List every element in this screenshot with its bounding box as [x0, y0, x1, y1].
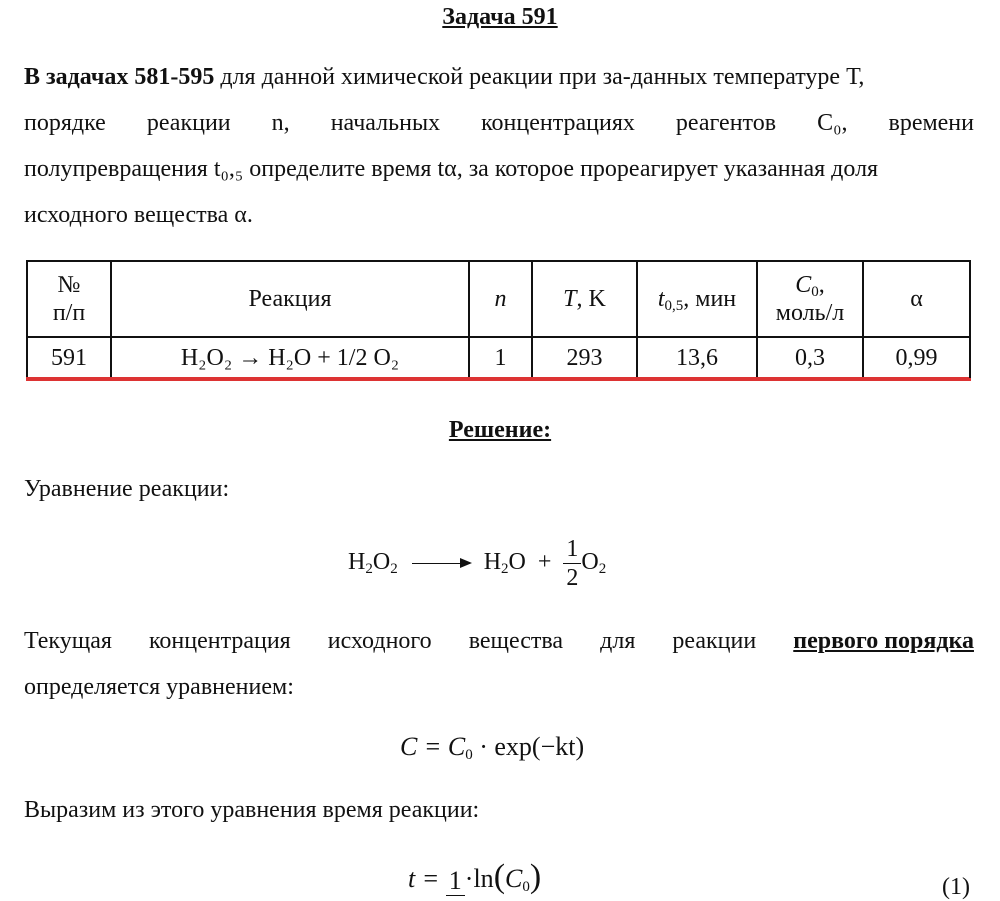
table-underline [26, 377, 969, 380]
arrow-icon [412, 563, 470, 564]
word: концентрациях [481, 110, 635, 136]
time-equation: t = 1 $\cdot\ln(C_0)$ [408, 858, 542, 895]
time-paragraph: Выразим из этого уравнения время реакции: [24, 797, 480, 823]
intro-line1-rest: для данной химической реакции при за-данных температуре Т, [220, 64, 865, 90]
concentration-equation: $C = C_0 \cdot \exp(-kt)$ [400, 732, 585, 763]
cell-C0: 0,3 [757, 337, 863, 380]
word: n, [271, 110, 290, 136]
cell-num: 591 [27, 337, 111, 380]
word: времени [888, 110, 974, 136]
word: C₀, [817, 110, 848, 136]
header-alpha: α [863, 261, 970, 337]
header-C0: $C_0$, моль/л [757, 261, 863, 337]
intro-paragraph [24, 62, 974, 246]
cell-t05: 13,6 [637, 337, 757, 380]
intro-line-2 [24, 108, 974, 154]
header-n: n [469, 261, 532, 337]
cell-n: 1 [469, 337, 532, 380]
problem-data-table [26, 260, 971, 381]
word: реакции [146, 110, 231, 136]
reaction-equation: $H_2O_2$ $H_2O$ + $\frac{1}{2}$ $O_2$ [348, 536, 607, 591]
table-header-row [27, 261, 970, 337]
cell-alpha: 0,99 [863, 337, 970, 380]
concentration-paragraph: Текущая концентрация исходного вещества для реакции первого порядка определяется уравнением: [24, 628, 974, 700]
intro-line-3: полупревращения t₀,₅ определите время tα, за которое прореагирует указанная доля [24, 156, 879, 182]
header-reaction: Реакция [111, 261, 469, 337]
cell-T: 293 [532, 337, 637, 380]
cell-reaction: H₂O₂ → H₂O + 1/2 O₂ [111, 337, 469, 380]
header-T: T, K [532, 261, 637, 337]
table-row [27, 337, 970, 380]
fraction: $\frac{1}{2}$ [563, 535, 581, 592]
header-num: № п/п [27, 261, 111, 337]
intro-line-1 [24, 62, 974, 108]
header-t05: $t_{0,5}$, мин [637, 261, 757, 337]
intro-bold-lead: В задачах 581-595 [24, 64, 215, 90]
solution-title: Решение: [448, 417, 552, 443]
word: порядке [24, 110, 106, 136]
problem-title: Задача 591 [442, 4, 558, 30]
word: реагентов [675, 110, 777, 136]
equation-number: (1) [942, 874, 970, 900]
intro-line-4: исходного вещества α. [24, 202, 253, 228]
word: начальных [330, 110, 441, 136]
equation-label: Уравнение реакции: [24, 476, 230, 502]
first-order-emphasis: первого порядка [793, 628, 974, 654]
